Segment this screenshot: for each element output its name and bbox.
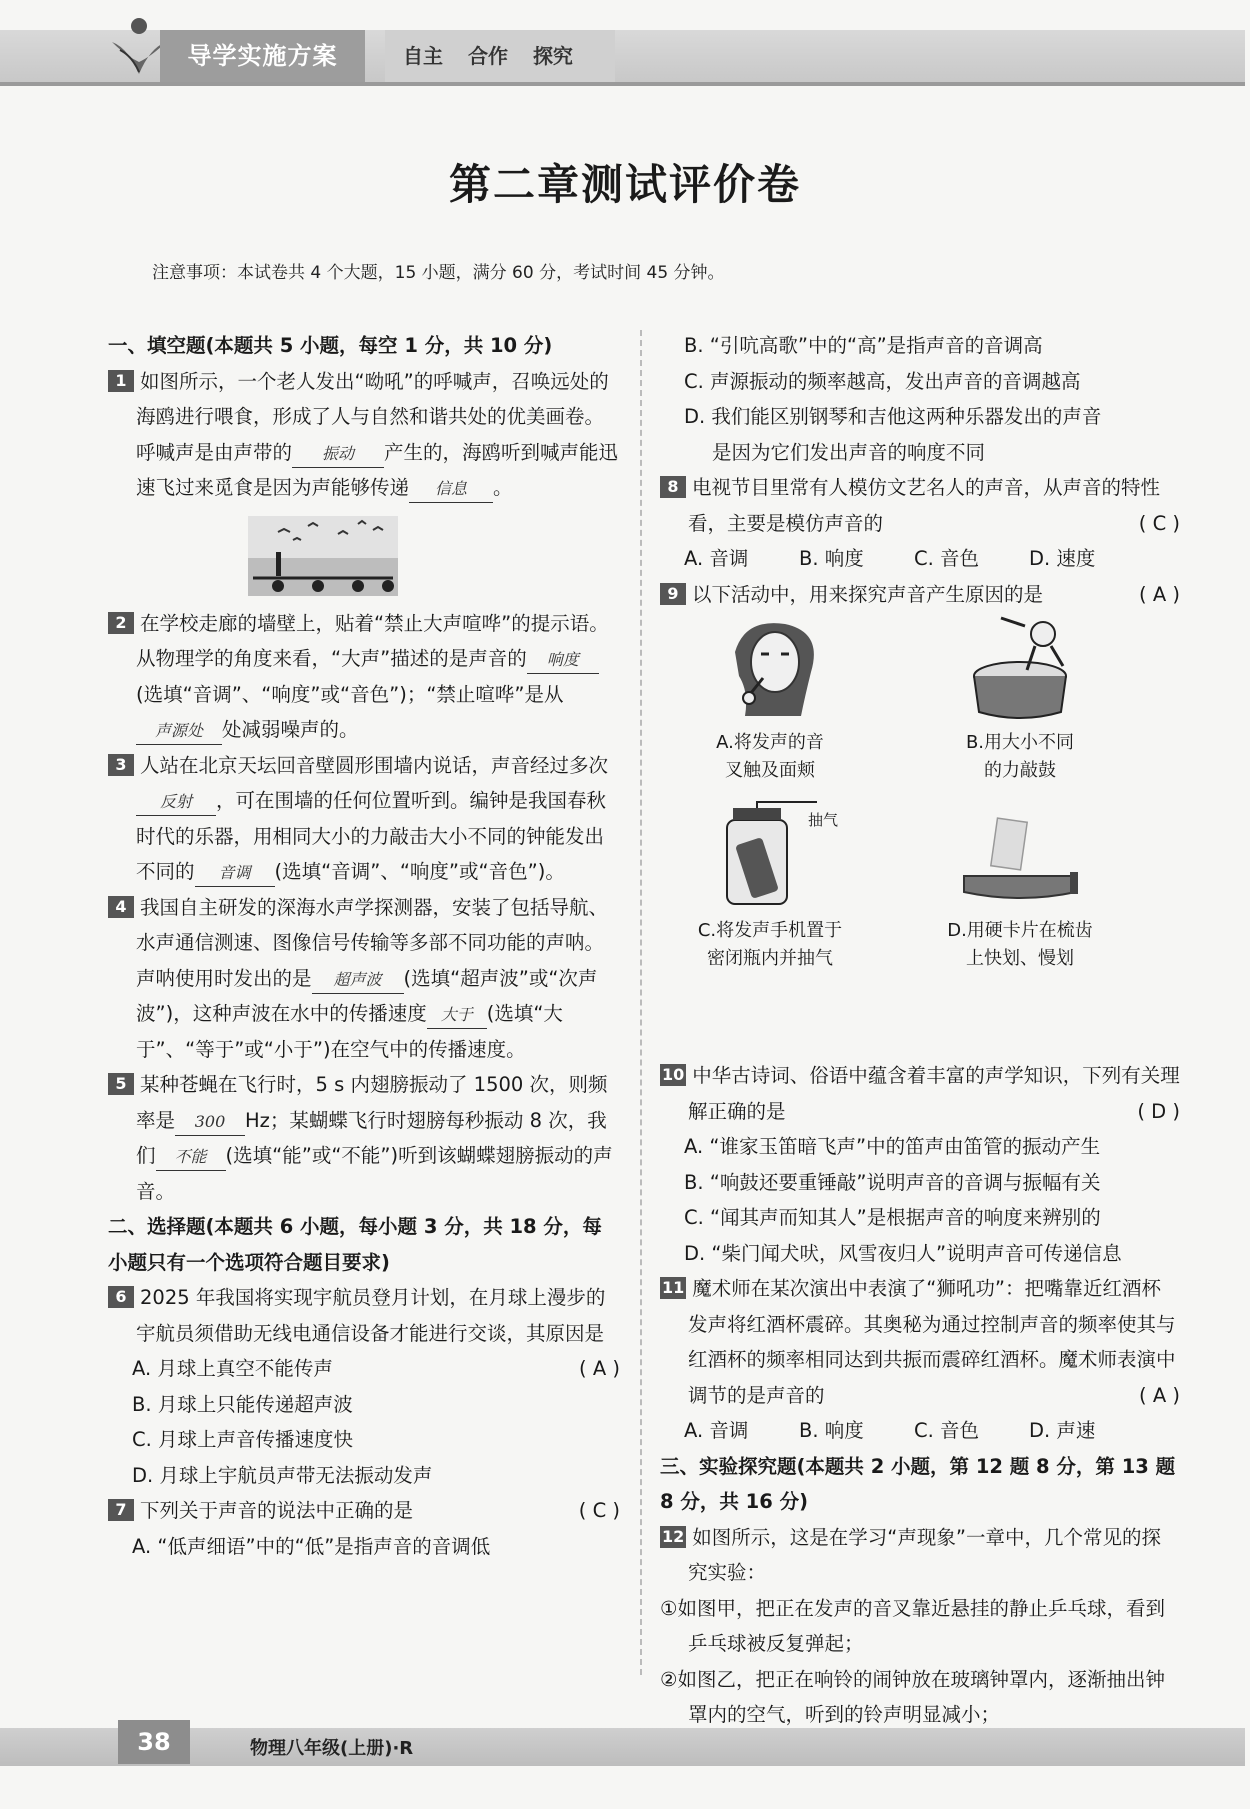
option: C. 音色 (914, 1419, 980, 1442)
option: D. 月球上宇航员声带无法振动发声 (132, 1463, 433, 1487)
figure-caption: C.将发声手机置于 (697, 920, 843, 941)
question-text: 在学校走廊的墙壁上，贴着“禁止大声喧哗”的提示语。从物理学的角度来看，“大声”描述的是声音的 (136, 611, 609, 670)
question-number: 6 (108, 1286, 134, 1308)
question-number: 9 (660, 583, 686, 605)
experiment-step: ②如图乙，把正在响铃的闹钟放在玻璃钟罩内，逐渐抽出钟罩内的空气，听到的铃声明显减小； (660, 1667, 1165, 1726)
answer-choice: ( C ) (1138, 511, 1180, 535)
question-text: 2025 年我国将实现宇航员登月计划，在月球上漫步的宇航员须借助无线电通信设备才能进行交谈，其原因是 (136, 1286, 606, 1345)
option: D. 速度 (1029, 547, 1096, 570)
figure-d (910, 800, 1130, 973)
question-text: 产生的，海鸥听到喊声能迅速飞过来觅食是因为声能够传递 (136, 440, 619, 499)
option: C. “闻其声而知其人”是根据声音的响度来辨别的 (684, 1206, 1101, 1229)
option: A. 月球上真空不能传声 (132, 1357, 333, 1380)
answer-blank: 音调 (195, 860, 275, 887)
question-text: 下列关于声音的说法中正确的是 (140, 1499, 414, 1522)
option: D. 声速 (1029, 1419, 1096, 1442)
pump-label: 抽气 (808, 811, 839, 829)
answer-blank: 300 (175, 1109, 245, 1136)
figure-c (660, 800, 880, 973)
left-column (108, 328, 620, 1564)
question-12 (660, 1520, 1180, 1591)
question-text: 处减弱噪声的。 (222, 718, 359, 741)
figure-a (660, 612, 880, 785)
question-text: (选填“音调”、“响度”或“音色”)。 (274, 860, 565, 883)
option: A. 音调 (684, 547, 749, 570)
right-column (660, 328, 1180, 1733)
figure-caption: 叉触及面颊 (725, 760, 815, 781)
question-text: 我国自主研发的深海水声学探测器，安装了包括导航、水声通信测速、图像信号传输等多部不同功能的声呐。声呐使用时发出的是 (136, 895, 609, 990)
option: D. 我们能区别钢琴和吉他这两种乐器发出的声音 (684, 405, 1102, 428)
figure-b (910, 612, 1130, 785)
question-4 (108, 890, 620, 1068)
drum-image (955, 612, 1085, 720)
comb-card-image (950, 800, 1090, 908)
option: C. 声源振动的频率越高，发出声音的音调越高 (684, 369, 1081, 393)
answer-blank: 振动 (292, 441, 384, 468)
question-text: 如图所示，一个老人发出“呦吼”的呼喊声，召唤远处的海鸥进行喂食，形成了人与自然和谐共处的优美画卷。呼喊声是由声带的 (136, 369, 609, 464)
answer-choice: ( A ) (1139, 582, 1180, 606)
seagull-pier-image (108, 506, 620, 606)
answer-blank: 大于 (427, 1002, 487, 1029)
question-text: 魔术师在某次演出中表演了“狮吼功”：把嘴靠近红酒杯发声将红酒杯震碎。其奥秘为通过控制声音的频率使其与红酒杯的频率相同达到共振而震碎红酒杯。魔术师表演中调节的是声音的 (688, 1277, 1176, 1407)
option-continued: 是因为它们发出声音的响度不同 (712, 440, 986, 464)
question-text: (选填“大于”、“等于”或“小于”)在空气中的传播速度。 (136, 1002, 563, 1061)
option: B. 响度 (799, 1419, 864, 1442)
figure-caption: 上快划、慢划 (966, 948, 1074, 969)
tuning-fork-face-image (705, 612, 835, 720)
question-number: 3 (108, 754, 134, 776)
figure-seagulls (108, 506, 620, 606)
answer-blank: 信息 (409, 476, 493, 503)
question-text: 。 (493, 476, 513, 499)
question-text: Hz；某蝴蝶飞行时翅膀每秒振动 8 次，我们 (136, 1108, 607, 1167)
header-tag: 探究 (532, 44, 573, 68)
question-number: 12 (662, 1526, 685, 1546)
page-number: 38 (118, 1720, 190, 1764)
question-number: 7 (108, 1499, 134, 1521)
header-tags (385, 30, 615, 82)
question-text: 以下活动中，用来探究声音产生原因的是 (692, 582, 1044, 606)
figure-grid (660, 612, 1180, 1058)
question-text: (选填“超声波”或“次声波”)，这种声波在水中的传播速度 (136, 966, 598, 1025)
question-8 (660, 470, 1180, 541)
question-text: ，可在围墙的任何位置听到。编钟是我国春秋时代的乐器，用相同大小的力敲击大小不同的钟能发出不同的 (136, 789, 607, 883)
question-10 (660, 1058, 1180, 1129)
answer-choice: ( C ) (578, 1499, 620, 1522)
option: C. 月球上声音传播速度快 (132, 1428, 354, 1451)
header-tag: 合作 (467, 44, 508, 68)
answer-choice: ( A ) (579, 1357, 620, 1380)
experiment-step: ①如图甲，把正在发声的音叉靠近悬挂的静止乒乓球，看到乒乓球被反复弹起； (660, 1596, 1165, 1655)
exam-notice: 注意事项：本试卷共 4 个大题，15 小题，满分 60 分，考试时间 45 分钟。 (152, 263, 725, 283)
answer-choice: ( D ) (1137, 1099, 1180, 1123)
figure-caption: 的力敲鼓 (984, 760, 1056, 781)
question-3 (108, 748, 620, 890)
question-number: 1 (108, 370, 134, 392)
option-row (660, 1413, 1180, 1449)
answer-blank: 反射 (136, 789, 216, 816)
option: B. 月球上只能传递超声波 (132, 1392, 353, 1416)
question-text: 如图所示，这是在学习“声现象”一章中，几个常见的探究实验： (688, 1525, 1161, 1584)
figure-caption: A.将发声的音 (716, 732, 824, 753)
option: A. 音调 (684, 1419, 749, 1442)
question-number: 11 (662, 1278, 685, 1297)
question-text: (选填“能”或“不能”)听到该蝴蝶翅膀振动的声音。 (136, 1144, 613, 1203)
option-row (660, 541, 1180, 577)
option: A. “低声细语”中的“低”是指声音的音调低 (132, 1534, 491, 1558)
section-heading: 一、填空题(本题共 5 小题，每空 1 分，共 10 分) (108, 334, 553, 357)
question-1 (108, 364, 620, 506)
question-5 (108, 1067, 620, 1209)
question-11 (660, 1271, 1180, 1413)
question-number: 2 (108, 612, 134, 634)
figure-caption: D.用硬卡片在梳齿 (947, 920, 1093, 941)
question-9 (660, 577, 1180, 613)
question-text: 中华古诗词、俗语中蕴含着丰富的声学知识，下列有关理解正确的是 (688, 1064, 1180, 1123)
question-text: (选填“音调”、“响度”或“音色”)；“禁止喧哗”是从 (136, 682, 564, 706)
question-number: 4 (108, 896, 134, 918)
figure-caption: B.用大小不同 (965, 732, 1075, 753)
question-text: 某种苍蝇在飞行时，5 s 内翅膀振动了 1500 次，则频率是 (136, 1073, 608, 1132)
page-footer (0, 1710, 1250, 1780)
question-number: 5 (108, 1073, 134, 1095)
question-number: 10 (662, 1065, 685, 1084)
option: B. “响鼓还要重锤敲”说明声音的音调与振幅有关 (684, 1170, 1101, 1194)
figure-caption: 密闭瓶内并抽气 (707, 948, 833, 969)
answer-choice: ( A ) (1139, 1383, 1180, 1407)
header-stripe (0, 82, 1245, 86)
answer-blank: 声源处 (136, 718, 222, 745)
header-title: 导学实施方案 (160, 30, 365, 82)
option: B. 响度 (799, 547, 864, 570)
column-divider (640, 330, 642, 1675)
option: D. “柴门闻犬吠，风雪夜归人”说明声音可传递信息 (684, 1241, 1122, 1265)
option: C. 音色 (914, 547, 980, 570)
question-text: 人站在北京天坛回音壁圆形围墙内说话，声音经过多次 (140, 753, 609, 777)
header-tag: 自主 (403, 44, 443, 68)
section-heading: 二、选择题(本题共 6 小题，每小题 3 分，共 18 分，每小题只有一个选项符合题目要求) (108, 1215, 602, 1274)
question-number: 8 (660, 476, 686, 498)
page-header (0, 0, 1250, 88)
question-2 (108, 606, 620, 748)
option: B. “引吭高歌”中的“高”是指声音的音调高 (684, 334, 1043, 357)
answer-blank: 响度 (527, 647, 599, 674)
option: A. “谁家玉笛暗飞声”中的笛声由笛管的振动产生 (684, 1135, 1101, 1158)
question-text: 电视节目里常有人模仿文艺名人的声音，从声音的特性看，主要是模仿声音的 (688, 476, 1161, 535)
question-7 (108, 1493, 620, 1529)
footer-text: 物理八年级(上册)·R (250, 1738, 414, 1759)
section-heading: 三、实验探究题(本题共 2 小题，第 12 题 8 分，第 13 题 8 分，共 16 分) (660, 1454, 1176, 1513)
page-title: 第二章测试评价卷 (448, 160, 801, 209)
answer-blank: 不能 (156, 1144, 226, 1171)
answer-blank: 超声波 (312, 967, 404, 994)
